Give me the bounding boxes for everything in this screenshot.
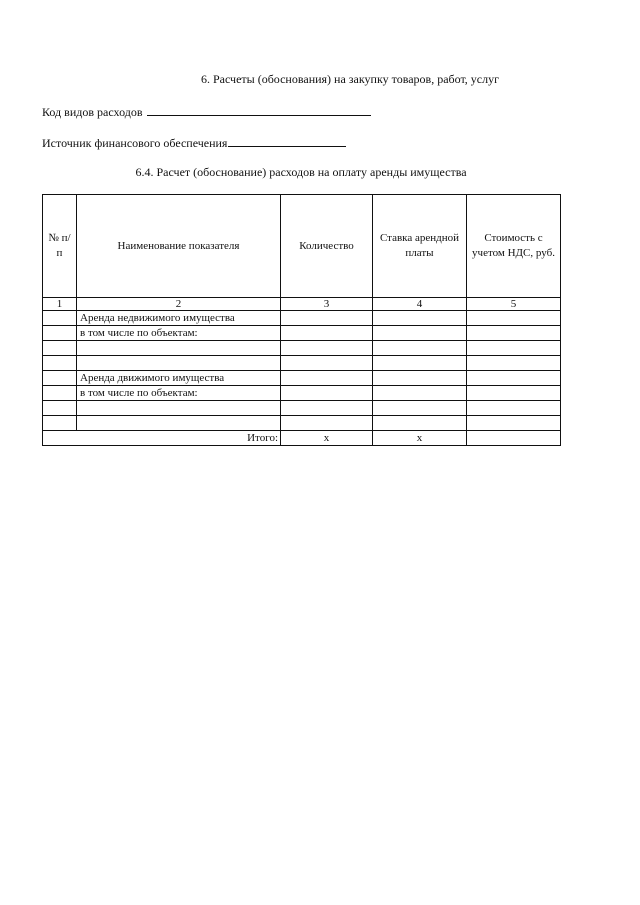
cell-rent-rate	[373, 356, 467, 371]
table-row	[43, 311, 561, 326]
cell-rent-rate	[373, 326, 467, 341]
funding-source-field	[42, 134, 346, 151]
funding-source-blank-line	[228, 134, 346, 147]
cell-row-number	[43, 401, 77, 416]
column-number: 2	[77, 298, 281, 311]
total-quantity-cross: x	[281, 431, 373, 446]
cell-indicator-name: Аренда недвижимого имущества	[77, 311, 281, 326]
cell-quantity	[281, 401, 373, 416]
table-row	[43, 326, 561, 341]
total-label: Итого:	[43, 431, 281, 446]
cell-quantity	[281, 326, 373, 341]
cell-indicator-name: Аренда движимого имущества	[77, 371, 281, 386]
header-indicator-name: Наименование показателя	[77, 195, 281, 298]
cell-quantity	[281, 371, 373, 386]
cell-row-number	[43, 386, 77, 401]
expense-code-blank-line	[147, 103, 371, 116]
table-row	[43, 341, 561, 356]
total-rate-cross: x	[373, 431, 467, 446]
expense-code-field	[42, 103, 371, 120]
cell-indicator-name	[77, 341, 281, 356]
cell-rent-rate	[373, 311, 467, 326]
cell-indicator-name	[77, 356, 281, 371]
cell-row-number	[43, 326, 77, 341]
column-number: 5	[467, 298, 561, 311]
subsection-title: 6.4. Расчет (обоснование) расходов на оплату аренды имущества	[135, 165, 467, 179]
table-row	[43, 416, 561, 431]
cell-quantity	[281, 341, 373, 356]
cell-rent-rate	[373, 371, 467, 386]
cell-quantity	[281, 311, 373, 326]
cell-cost	[467, 356, 561, 371]
cell-row-number	[43, 341, 77, 356]
cell-quantity	[281, 416, 373, 431]
header-rent-rate: Ставка арендной платы	[373, 195, 467, 298]
header-quantity: Количество	[281, 195, 373, 298]
cell-row-number	[43, 356, 77, 371]
table-row	[43, 386, 561, 401]
section-title: 6. Расчеты (обоснования) на закупку товаров, работ, услуг	[200, 72, 500, 86]
header-cost-with-vat: Стоимость с учетом НДС, руб.	[467, 195, 561, 298]
table-row	[43, 371, 561, 386]
cell-quantity	[281, 356, 373, 371]
table-row	[43, 356, 561, 371]
cell-row-number	[43, 371, 77, 386]
cell-quantity	[281, 386, 373, 401]
table-row	[43, 401, 561, 416]
cell-row-number	[43, 311, 77, 326]
total-row	[43, 431, 561, 446]
rent-calculation-table	[42, 194, 561, 446]
expense-code-label: Код видов расходов	[42, 105, 143, 119]
column-number: 4	[373, 298, 467, 311]
cell-indicator-name: в том числе по объектам:	[77, 326, 281, 341]
column-number: 1	[43, 298, 77, 311]
column-number-row	[43, 298, 561, 311]
total-cost	[467, 431, 561, 446]
cell-rent-rate	[373, 416, 467, 431]
cell-indicator-name	[77, 416, 281, 431]
cell-cost	[467, 386, 561, 401]
header-row-number: № п/п	[43, 195, 77, 298]
cell-cost	[467, 416, 561, 431]
cell-cost	[467, 371, 561, 386]
cell-rent-rate	[373, 401, 467, 416]
cell-cost	[467, 341, 561, 356]
cell-cost	[467, 401, 561, 416]
cell-row-number	[43, 416, 77, 431]
cell-rent-rate	[373, 341, 467, 356]
cell-indicator-name	[77, 401, 281, 416]
funding-source-label: Источник финансового обеспечения	[42, 136, 228, 150]
cell-cost	[467, 311, 561, 326]
cell-rent-rate	[373, 386, 467, 401]
column-number: 3	[281, 298, 373, 311]
cell-cost	[467, 326, 561, 341]
table-header-row	[43, 195, 561, 298]
cell-indicator-name: в том числе по объектам:	[77, 386, 281, 401]
